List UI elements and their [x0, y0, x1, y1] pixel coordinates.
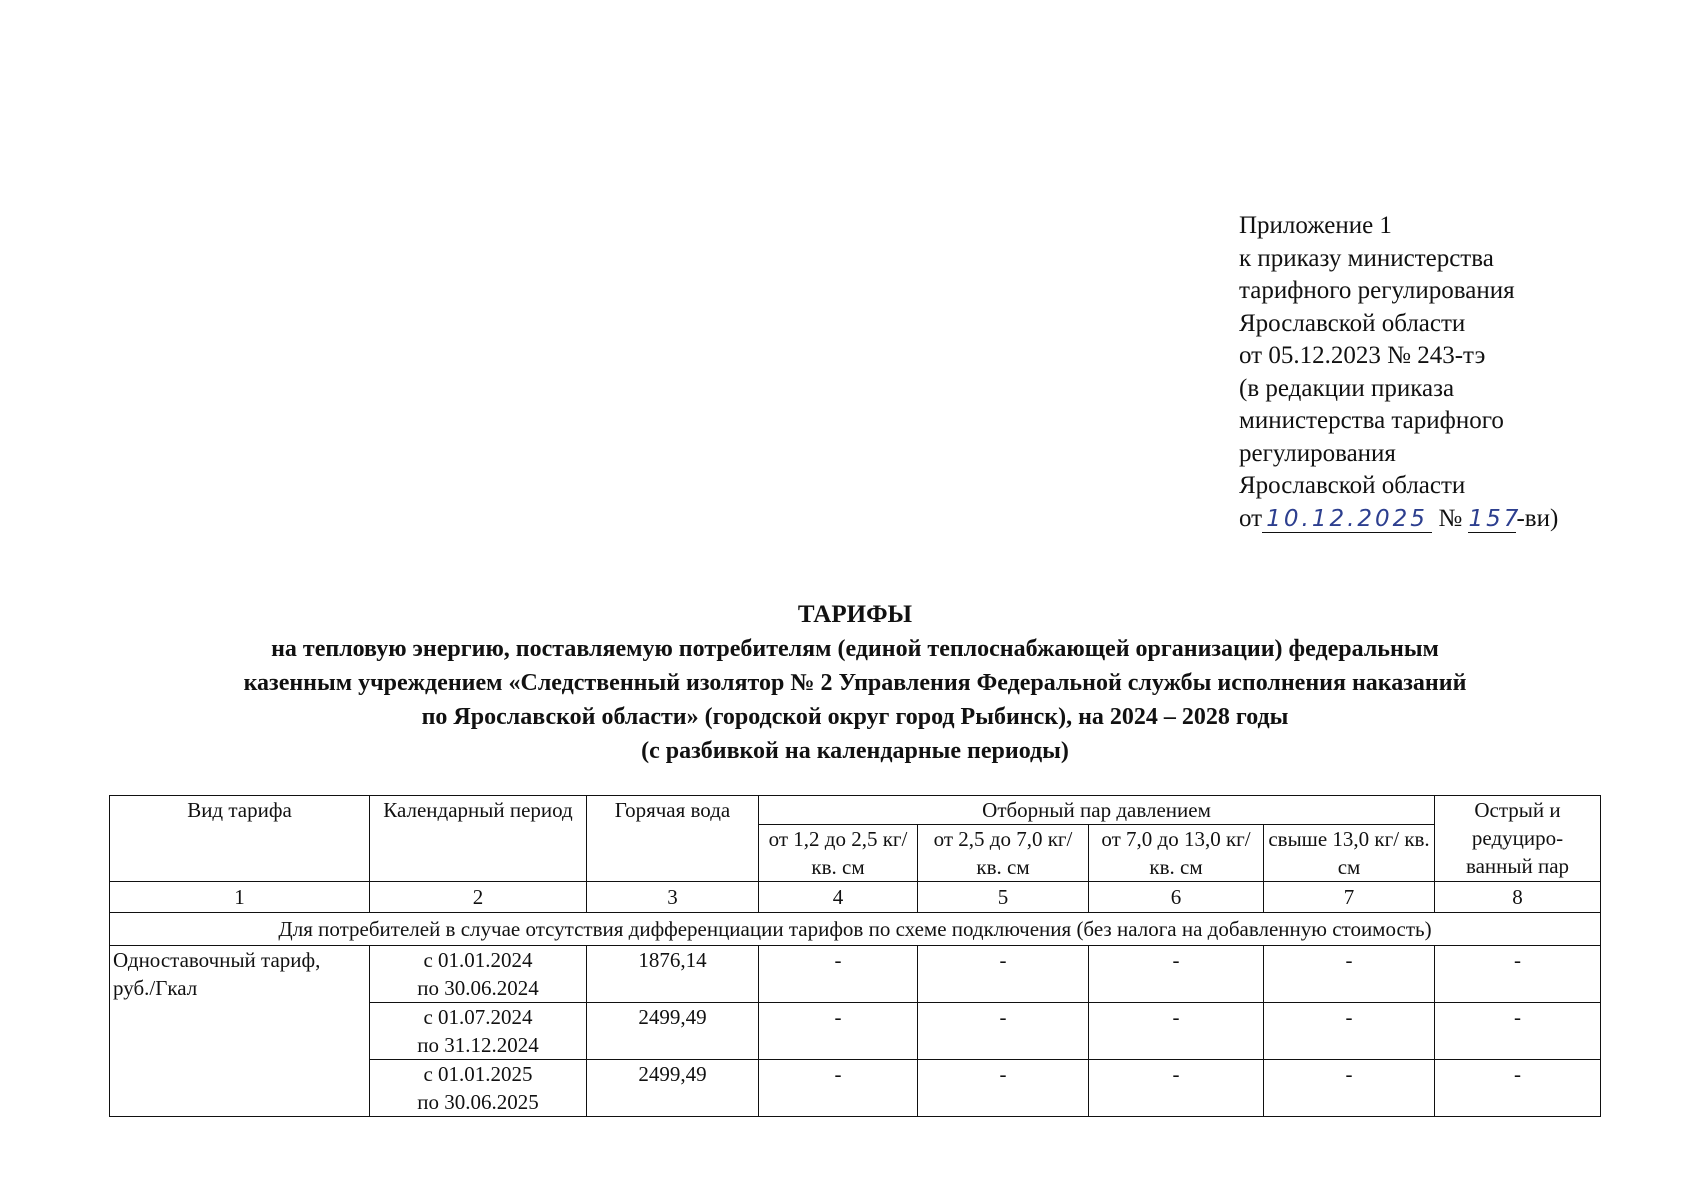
steam-value: - — [1089, 1003, 1264, 1060]
column-number: 3 — [587, 882, 759, 913]
appendix-line: Ярославской области — [1239, 309, 1466, 337]
sharp-steam-value: - — [1435, 946, 1601, 1003]
title-main: ТАРИФЫ — [797, 601, 913, 628]
handwritten-date: 10.12.2025 — [1262, 506, 1432, 533]
section-row — [110, 913, 1601, 946]
column-number-row — [110, 882, 1601, 913]
title-line: на тепловую энергию, поставляемую потребителям (единой теплоснабжающей организации) федеральным — [271, 636, 1439, 662]
period-cell — [370, 1003, 587, 1060]
tariffs-table — [109, 795, 1601, 1117]
appendix-line: Приложение 1 — [1239, 212, 1392, 239]
header-selected-steam: Отборный пар давлением — [759, 796, 1435, 825]
appendix-line: регулирования — [1239, 439, 1396, 467]
steam-value: - — [759, 946, 918, 1003]
steam-value: - — [918, 1060, 1089, 1117]
steam-value: - — [1089, 946, 1264, 1003]
table-row — [110, 946, 1601, 1003]
steam-value: - — [1089, 1060, 1264, 1117]
header-steam-col: свыше 13,0 кг/ кв. см — [1264, 825, 1435, 882]
column-number: 5 — [918, 882, 1089, 913]
column-number: 7 — [1264, 882, 1435, 913]
header-sharp-steam: Острый и редуциро-ванный пар — [1435, 796, 1601, 882]
header-tariff-type: Вид тарифа — [110, 796, 370, 882]
hot-water-value: 2499,49 — [587, 1003, 759, 1060]
header-row — [110, 796, 1601, 825]
number-sign: № — [1438, 504, 1463, 532]
column-number: 1 — [110, 882, 370, 913]
appendix-line: тарифного регулирования — [1239, 277, 1515, 304]
header-steam-col: от 2,5 до 7,0 кг/ кв. см — [918, 825, 1089, 882]
period-from: с 01.01.2024 — [423, 948, 533, 972]
section-title: Для потребителей в случае отсутствия дифференциации тарифов по схеме подключения (без налога на добавленную стоимость) — [110, 913, 1601, 946]
title-line: казенным учреждением «Следственный изолятор № 2 Управления Федеральной службы исполнения наказаний — [243, 670, 1467, 696]
period-from: с 01.07.2024 — [423, 1005, 533, 1029]
hot-water-value: 1876,14 — [587, 946, 759, 1003]
steam-value: - — [1264, 946, 1435, 1003]
column-number: 8 — [1435, 882, 1601, 913]
tariff-label: Одноставочный тариф, руб./Гкал — [110, 946, 370, 1117]
hot-water-value: 2499,49 — [587, 1060, 759, 1117]
document-title — [110, 598, 1600, 768]
appendix-amendment-line — [1239, 503, 1558, 536]
sharp-steam-value: - — [1435, 1003, 1601, 1060]
column-number: 2 — [370, 882, 587, 913]
period-cell — [370, 1060, 587, 1117]
header-steam-col: от 1,2 до 2,5 кг/ кв. см — [759, 825, 918, 882]
amendment-suffix: -ви) — [1516, 504, 1559, 532]
steam-value: - — [759, 1003, 918, 1060]
appendix-line: Ярославской области — [1239, 472, 1466, 499]
period-from: с 01.01.2025 — [423, 1062, 533, 1086]
header-hot-water: Горячая вода — [587, 796, 759, 882]
column-number: 4 — [759, 882, 918, 913]
appendix-block — [1239, 210, 1558, 535]
steam-value: - — [1264, 1060, 1435, 1117]
period-to: по 30.06.2025 — [417, 1090, 539, 1114]
steam-value: - — [1264, 1003, 1435, 1060]
appendix-line: (в редакции приказа — [1239, 374, 1455, 402]
column-number: 6 — [1089, 882, 1264, 913]
header-calendar-period: Календарный период — [370, 796, 587, 882]
appendix-line: от 05.12.2023 № 243-тэ — [1239, 342, 1486, 369]
header-steam-col: от 7,0 до 13,0 кг/ кв. см — [1089, 825, 1264, 882]
period-cell — [370, 946, 587, 1003]
sharp-steam-value: - — [1435, 1060, 1601, 1117]
handwritten-number: 157 — [1468, 505, 1522, 532]
amendment-prefix: от — [1239, 504, 1263, 532]
steam-value: - — [918, 946, 1089, 1003]
period-to: по 31.12.2024 — [417, 1033, 539, 1057]
steam-value: - — [918, 1003, 1089, 1060]
title-line: (с разбивкой на календарные периоды) — [641, 738, 1069, 764]
appendix-line: к приказу министерства — [1239, 244, 1494, 272]
period-to: по 30.06.2024 — [417, 976, 539, 1000]
steam-value: - — [759, 1060, 918, 1117]
title-line: по Ярославской области» (городской округ город Рыбинск), на 2024 – 2028 годы — [421, 704, 1289, 730]
appendix-line: министерства тарифного — [1239, 407, 1504, 434]
